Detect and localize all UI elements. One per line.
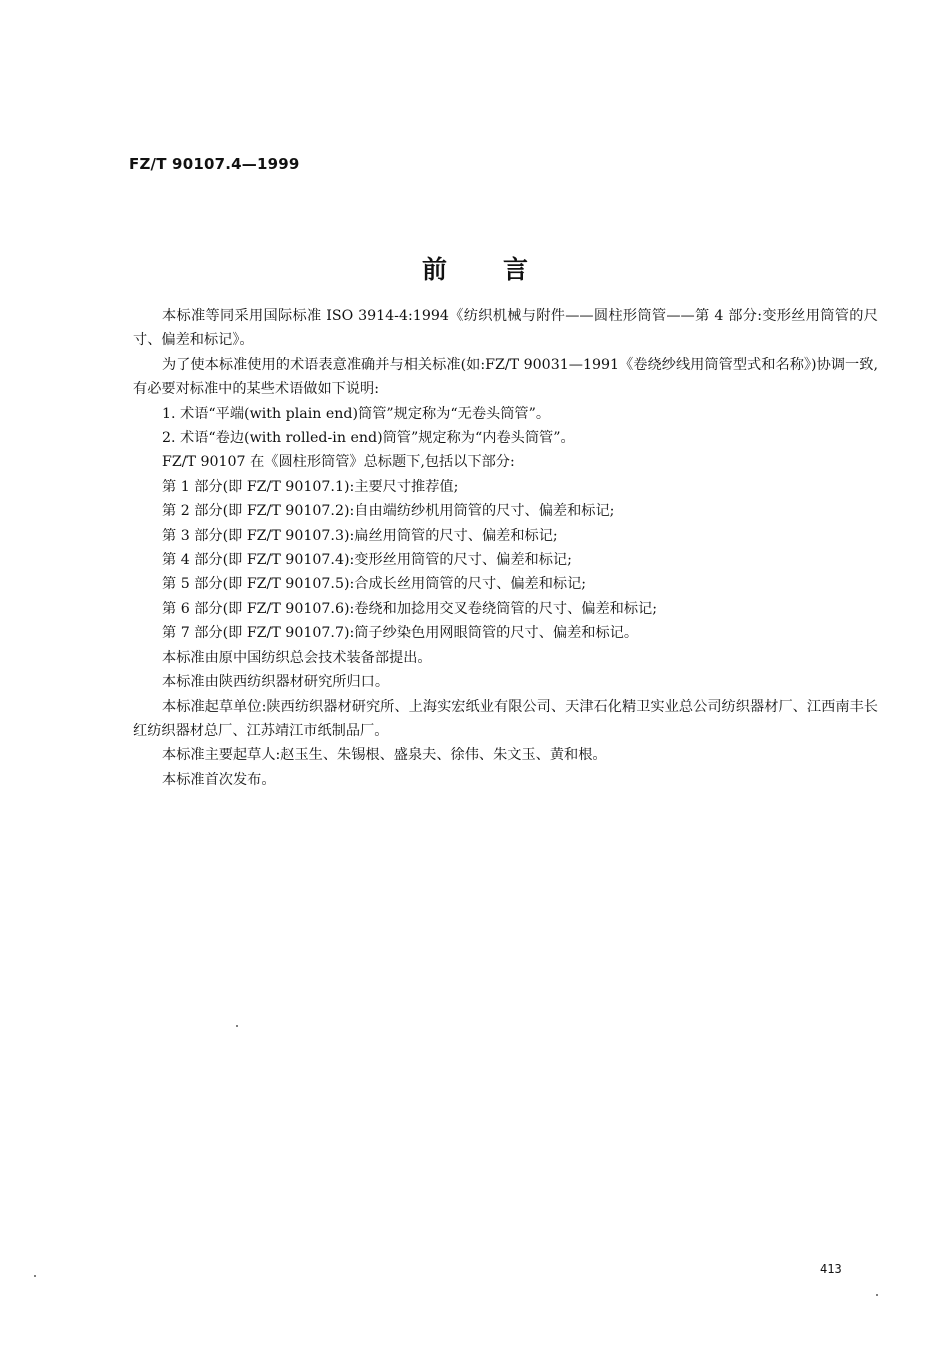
paragraph-parts-intro: FZ/T 90107 在《圆柱形筒管》总标题下,包括以下部分:: [162, 454, 515, 471]
scan-speck: [876, 1294, 878, 1296]
paragraph-administrator: 本标准由陕西纺织器材研究所归口。: [162, 674, 390, 691]
document-body: [133, 304, 878, 792]
scan-speck: [34, 1275, 36, 1277]
paragraph-part-3: 第 3 部分(即 FZ/T 90107.3):扁丝用筒管的尺寸、偏差和标记;: [162, 527, 558, 544]
standard-code-header: FZ/T 90107.4—1999: [129, 155, 300, 173]
page-title: 前言: [421, 255, 584, 284]
paragraph-adoption: 本标准等同采用国际标准 ISO 3914-4:1994《纺织机械与附件——圆柱形筒管——第 4 部分:变形丝用筒管的尺寸、偏差和标记》。: [133, 308, 878, 349]
paragraph-part-1: 第 1 部分(即 FZ/T 90107.1):主要尺寸推荐值;: [162, 478, 459, 495]
paragraph-part-2: 第 2 部分(即 FZ/T 90107.2):自由端纺纱机用筒管的尺寸、偏差和标记;: [162, 503, 615, 520]
paragraph-drafting-units: 本标准起草单位:陕西纺织器材研究所、上海实宏纸业有限公司、天津石化精卫实业总公司纺织器材厂、江西南丰长红纺织器材总厂、江苏靖江市纸制品厂。: [133, 698, 878, 739]
paragraph-term-2: 2. 术语“卷边(with rolled-in end)筒管”规定称为“内卷头筒管”。: [162, 430, 575, 447]
paragraph-first-release: 本标准首次发布。: [162, 771, 276, 788]
paragraph-part-5: 第 5 部分(即 FZ/T 90107.5):合成长丝用筒管的尺寸、偏差和标记;: [162, 576, 587, 593]
paragraph-proposer: 本标准由原中国纺织总会技术装备部提出。: [162, 649, 432, 666]
page-number: 413: [820, 1262, 842, 1276]
scan-speck: [236, 1025, 238, 1027]
paragraph-term-1: 1. 术语“平端(with plain end)筒管”规定称为“无卷头筒管”。: [162, 405, 551, 422]
paragraph-terminology-intro: 为了使本标准使用的术语表意准确并与相关标准(如:FZ/T 90031—1991《卷绕纱线用筒管型式和名称》)协调一致,有必要对标准中的某些术语做如下说明:: [133, 356, 878, 398]
paragraph-part-4: 第 4 部分(即 FZ/T 90107.4):变形丝用筒管的尺寸、偏差和标记;: [162, 552, 572, 569]
paragraph-part-6: 第 6 部分(即 FZ/T 90107.6):卷绕和加捻用交叉卷绕筒管的尺寸、偏差和标记;: [162, 600, 657, 617]
paragraph-part-7: 第 7 部分(即 FZ/T 90107.7):筒子纱染色用网眼筒管的尺寸、偏差和标记。: [162, 625, 639, 642]
paragraph-drafters: 本标准主要起草人:赵玉生、朱锡根、盛泉夫、徐伟、朱文玉、黄和根。: [162, 747, 607, 764]
